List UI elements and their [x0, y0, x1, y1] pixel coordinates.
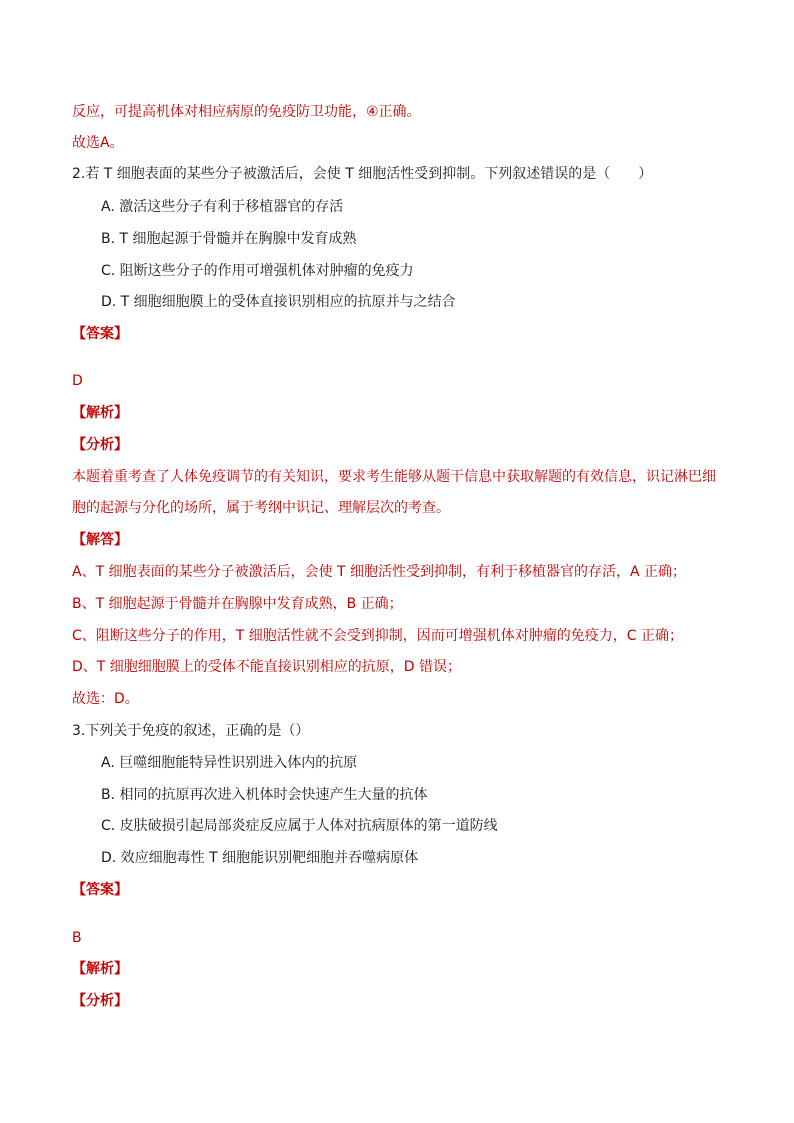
- question-3-stem: 3.下列关于免疫的叙述，正确的是（）: [72, 723, 310, 739]
- solution-line: B、T 细胞起源于骨髓并在胸腺中发育成熟，B 正确；: [72, 596, 403, 612]
- answer-label: 【答案】: [72, 882, 128, 898]
- fenxi-label: 【分析】: [72, 437, 128, 453]
- question-3-option-b: B. 相同的抗原再次进入机体时会快速产生大量的抗体: [101, 787, 428, 803]
- question-2-stem: 2.若 T 细胞表面的某些分子被激活后，会使 T 细胞活性受到抑制。下列叙述错误的是（ ）: [72, 166, 653, 182]
- question-3-option-d: D. 效应细胞毒性 T 细胞能识别靶细胞并吞噬病原体: [101, 850, 419, 866]
- solution-line: D、T 细胞细胞膜上的受体不能直接识别相应的抗原，D 错误；: [72, 659, 462, 675]
- conclusion-line: 故选：D。: [72, 691, 139, 707]
- question-2-option-c: C. 阻断这些分子的作用可增强机体对肿瘤的免疫力: [101, 263, 414, 279]
- jiexi-label: 【解析】: [72, 961, 128, 977]
- answer-value: D: [72, 373, 83, 389]
- jieda-label: 【解答】: [72, 532, 128, 548]
- question-3-option-a: A. 巨噬细胞能特异性识别进入体内的抗原: [101, 755, 358, 771]
- question-3-option-c: C. 皮肤破损引起局部炎症反应属于人体对抗病原体的第一道防线: [101, 818, 498, 834]
- analysis-line: 胞的起源与分化的场所，属于考纲中识记、理解层次的考查。: [72, 500, 450, 516]
- solution-line: C、阻断这些分子的作用，T 细胞活性就不会受到抑制，因而可增强机体对肿瘤的免疫力，C 正确；: [72, 628, 684, 644]
- jiexi-label: 【解析】: [72, 405, 128, 421]
- text-line: 故选A。: [72, 135, 124, 151]
- answer-value: B: [72, 930, 82, 946]
- question-2-option-b: B. T 细胞起源于骨髓并在胸腺中发育成熟: [101, 231, 357, 247]
- analysis-line: 本题着重考查了人体免疫调节的有关知识，要求考生能够从题干信息中获取解题的有效信息，识记淋巴细: [72, 469, 716, 485]
- text-line: 反应，可提高机体对相应病原的免疫防卫功能，④正确。: [72, 104, 421, 120]
- solution-line: A、T 细胞表面的某些分子被激活后，会使 T 细胞活性受到抑制，有利于移植器官的存活，A 正确；: [72, 564, 687, 580]
- fenxi-label: 【分析】: [72, 993, 128, 1009]
- question-2-option-a: A. 激活这些分子有利于移植器官的存活: [101, 199, 344, 215]
- answer-label: 【答案】: [72, 326, 128, 342]
- question-2-option-d: D. T 细胞细胞膜上的受体直接识别相应的抗原并与之结合: [101, 294, 456, 310]
